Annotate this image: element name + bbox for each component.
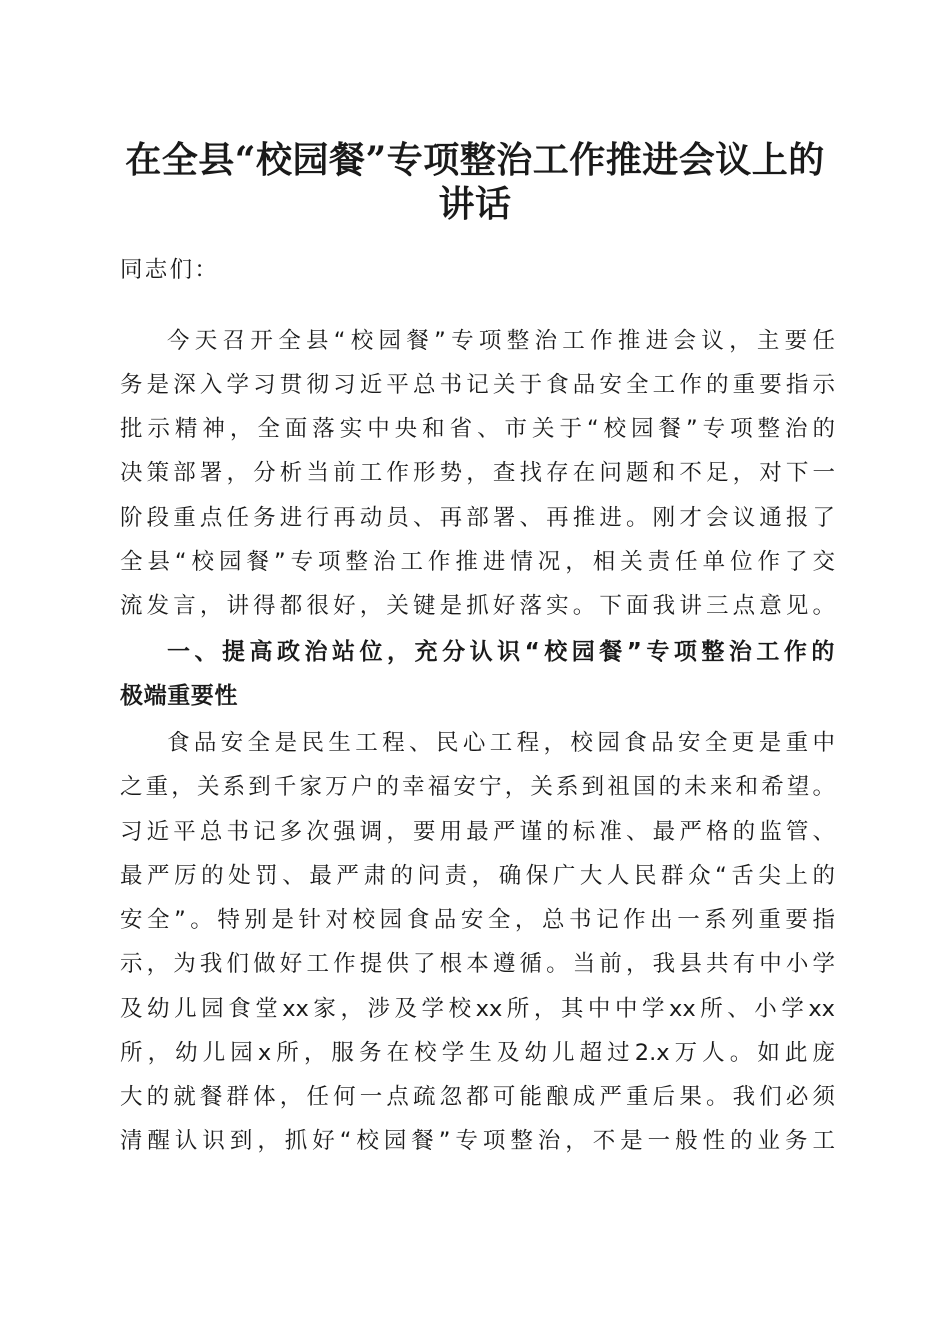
paragraph-line: 之重，关系到千家万户的幸福安宁，关系到祖国的未来和希望。: [120, 774, 835, 800]
document-title-line-1: 在全县“校园餐”专项整治工作推进会议上的: [125, 139, 825, 181]
paragraph-line: 食品安全是民生工程、民心工程，校园食品安全更是重中: [167, 730, 835, 756]
paragraph-line: 示，为我们做好工作提供了根本遵循。当前，我县共有中小学: [120, 951, 835, 977]
paragraph-line: 批示精神，全面落实中央和省、市关于“校园餐”专项整治的: [120, 416, 835, 442]
paragraph-line: 务是深入学习贯彻习近平总书记关于食品安全工作的重要指示: [120, 372, 835, 398]
paragraph-line: 今天召开全县“校园餐”专项整治工作推进会议，主要任: [167, 328, 835, 354]
section-heading: 极端重要性: [120, 683, 238, 709]
section-heading: 一、提高政治站位，充分认识“校园餐”专项整治工作的: [167, 639, 835, 665]
document-title-line-2: 讲话: [438, 183, 512, 225]
paragraph-line: 及幼儿园食堂xx家，涉及学校xx所，其中中学xx所、小学xx: [120, 996, 835, 1022]
greeting: 同志们：: [120, 257, 220, 283]
paragraph-line: 最严厉的处罚、最严肃的问责，确保广大人民群众“舌尖上的: [120, 863, 835, 889]
paragraph-line: 所，幼儿园x所，服务在校学生及幼儿超过2.x万人。如此庞: [120, 1040, 835, 1066]
paragraph-line: 大的就餐群体，任何一点疏忽都可能酿成严重后果。我们必须: [120, 1084, 835, 1110]
paragraph-line: 清醒认识到，抓好“校园餐”专项整治，不是一般性的业务工: [120, 1128, 835, 1154]
paragraph-line: 决策部署，分析当前工作形势，查找存在问题和不足，对下一: [120, 460, 835, 486]
paragraph-line: 阶段重点任务进行再动员、再部署、再推进。刚才会议通报了: [120, 505, 835, 531]
paragraph-line: 全县“校园餐”专项整治工作推进情况，相关责任单位作了交: [120, 549, 835, 575]
paragraph-line: 安全”。特别是针对校园食品安全，总书记作出一系列重要指: [120, 907, 835, 933]
paragraph-line: 习近平总书记多次强调，要用最严谨的标准、最严格的监管、: [120, 819, 835, 845]
paragraph-line: 流发言，讲得都很好，关键是抓好落实。下面我讲三点意见。: [120, 593, 835, 619]
